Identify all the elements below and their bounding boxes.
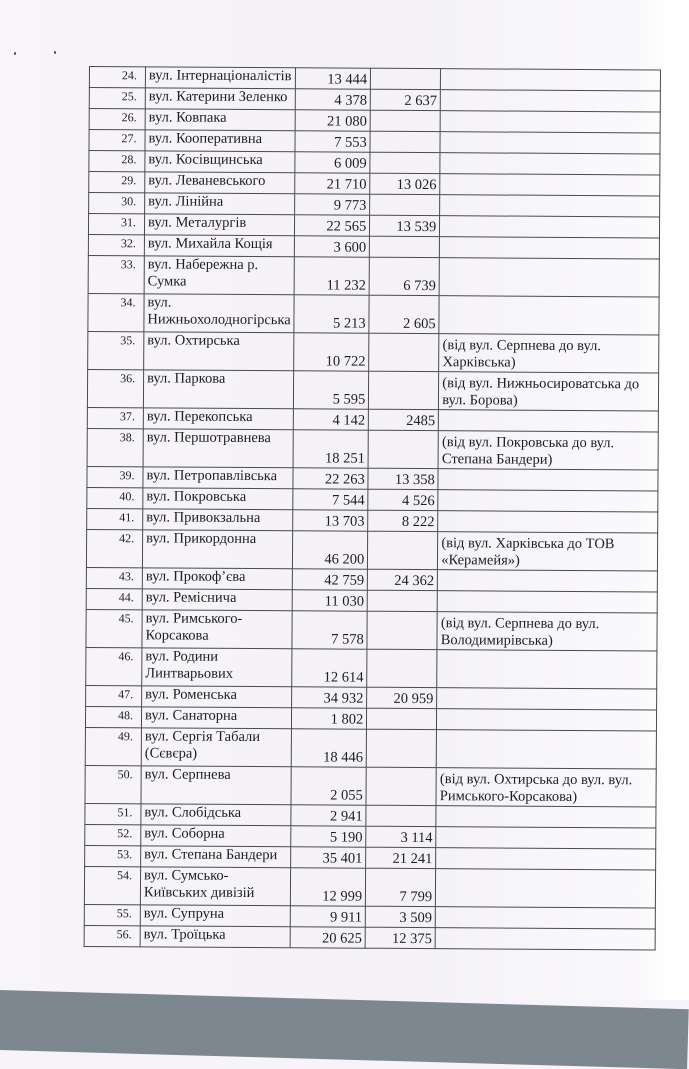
streets-table-body [84,67,661,950]
note: (від вул. Харківська до ТОВ «Керамейя») [438,532,658,571]
scan-speck [54,51,56,54]
note [436,869,656,908]
row-number: 48. [85,706,141,727]
value-2: 3 509 [366,906,436,927]
value-2 [370,131,440,152]
value-1: 46 200 [293,531,368,569]
value-2: 13 358 [368,468,438,489]
table-row [84,866,655,907]
value-1: 5 595 [294,371,369,409]
street-name: вул. Лінійна [145,193,295,215]
row-number: 53. [85,845,141,866]
street-name: вул. Прикордонна [142,530,292,569]
table-row [85,765,656,806]
note [437,591,657,613]
value-1: 7 578 [292,611,367,649]
street-name: вул. Кооперативна [145,130,295,152]
note [437,650,657,689]
value-2 [370,236,440,257]
value-1: 11 030 [292,590,367,611]
value-2 [366,805,436,826]
street-name: вул. Привокзальна [143,509,293,531]
street-name: вул. Ремісничa [142,589,292,611]
table-row [87,428,658,469]
value-2: 2485 [369,409,439,430]
value-1: 21 710 [295,173,370,194]
street-name: вул. Сергія Табали (Сєвєра) [141,728,291,767]
value-1: 42 759 [293,569,368,590]
row-number: 47. [86,685,142,706]
note [440,111,660,133]
value-1: 20 625 [290,927,365,948]
note [438,570,658,592]
table-row [85,727,656,768]
row-number: 54. [84,866,140,904]
scanner-shadow [0,990,689,1069]
note [437,688,657,710]
row-number: 34. [88,293,144,331]
note [440,153,660,175]
value-2 [367,611,437,649]
value-2: 2 637 [371,89,441,110]
row-number: 56. [84,925,140,946]
value-2 [367,590,437,611]
value-2 [368,430,438,468]
row-number: 25. [89,88,145,109]
value-1: 2 941 [291,805,366,826]
value-2: 13 026 [370,173,440,194]
row-number: 50. [85,765,141,803]
value-2 [369,333,439,371]
value-2 [367,649,437,687]
value-2: 20 959 [367,687,437,708]
street-name: вул. Роменська [142,686,292,708]
street-name: вул. Супруна [140,905,290,927]
value-1: 12 614 [292,649,367,687]
value-2: 7 799 [366,868,436,906]
row-number: 52. [85,824,141,845]
row-number: 26. [89,109,145,130]
note [440,174,660,196]
street-name: вул. Петропавлівська [143,467,293,489]
row-number: 28. [89,151,145,172]
value-1: 10 722 [294,333,369,371]
table-row [88,331,659,372]
note [440,195,660,217]
value-1: 6 009 [295,152,370,173]
value-1: 3 600 [295,236,370,257]
row-number: 32. [88,234,144,255]
value-1: 9 911 [291,906,366,927]
row-number: 40. [87,487,143,508]
note [438,490,658,512]
value-2 [367,708,437,729]
value-1: 4 378 [296,89,371,110]
row-number: 45. [86,609,142,647]
street-name: вул. Перекопська [143,408,293,430]
row-number: 44. [86,588,142,609]
street-name: вул. Косівщинська [145,151,295,173]
row-number: 46. [86,647,142,685]
note [441,69,661,91]
street-name: вул. Нижньохолодногірська [144,294,294,333]
note [440,90,660,112]
note: (від вул. Серпнева до вул. Володимирівська) [437,612,657,651]
value-1: 22 263 [293,468,368,489]
value-1: 34 932 [292,687,367,708]
row-number: 33. [88,255,144,293]
note [436,848,656,870]
note: (від вул. Покровська до вул. Степана Бандери) [438,431,658,470]
value-1: 11 232 [294,257,369,295]
row-number: 31. [88,214,144,235]
value-1: 13 703 [293,510,368,531]
note: (від вул. Нижньосироватська до вул. Борова) [439,372,659,411]
table-row [84,925,655,949]
value-2: 21 241 [366,847,436,868]
street-name: вул. Родини Линтварьових [142,648,292,687]
note [439,258,659,297]
row-number: 51. [85,803,141,824]
value-2: 6 739 [369,257,439,295]
value-2: 8 222 [368,510,438,531]
note [437,709,657,731]
value-2 [370,110,440,131]
street-name: вул. Степана Бандери [141,846,291,868]
row-number: 35. [88,331,144,369]
value-2: 13 539 [370,215,440,236]
value-1: 7 544 [293,489,368,510]
value-2: 24 362 [368,569,438,590]
value-1: 22 565 [295,215,370,236]
value-2 [370,152,440,173]
row-number: 24. [89,67,145,88]
value-1: 35 401 [291,847,366,868]
value-2 [366,767,436,805]
row-number: 55. [84,904,140,925]
note [440,237,660,259]
value-2: 3 114 [366,826,436,847]
street-name: вул. Металургів [144,214,294,236]
street-name: вул. Першотравнева [143,429,293,468]
value-2 [368,531,438,569]
row-number: 29. [89,172,145,193]
row-number: 49. [85,727,141,765]
row-number: 37. [87,407,143,428]
value-2 [366,729,436,767]
street-name: вул. Паркова [143,370,293,409]
street-name: вул. Покровська [143,488,293,510]
note [436,806,656,828]
value-1: 13 444 [296,68,371,89]
note [440,132,660,154]
table-row [86,647,657,688]
scan-speck [14,52,16,55]
street-name: вул. Римського-Корсакова [142,610,292,649]
streets-table [84,66,662,950]
street-name: вул. Катерини Зеленко [145,88,295,110]
value-1: 2 055 [291,767,366,805]
row-number: 30. [89,193,145,214]
note [436,827,656,849]
note [440,216,660,238]
table-row [88,255,659,296]
value-1: 18 251 [293,430,368,468]
row-number: 39. [87,466,143,487]
street-name: вул. Леваневського [145,172,295,194]
note [436,907,656,929]
note [438,469,658,491]
note [436,730,656,769]
value-2: 12 375 [365,927,435,948]
row-number: 42. [86,529,142,567]
street-name: вул. Сумсько-Київських дивізій [140,867,290,906]
table-row [87,369,658,410]
value-1: 9 773 [295,194,370,215]
value-2: 2 605 [369,295,439,333]
street-name: вул. Інтернаціоналістів [145,67,295,89]
value-1: 1 802 [292,708,367,729]
street-name: вул. Ковпака [145,109,295,131]
note [435,928,655,950]
row-number: 36. [87,369,143,407]
note: (від вул. Охтирська до вул. вул. Римського-Корсакова) [436,768,656,807]
table-row [86,609,657,650]
value-1: 5 213 [294,295,369,333]
row-number: 43. [86,567,142,588]
street-name: вул. Михайла Кощія [144,235,294,257]
value-2 [370,194,440,215]
table-row [86,529,657,570]
value-2 [369,371,439,409]
value-1: 4 142 [294,409,369,430]
note [439,410,659,432]
value-2: 4 526 [368,489,438,510]
value-1: 7 553 [295,131,370,152]
street-name: вул. Набережна р. Сумка [144,256,294,295]
street-name: вул. Прокоф’єва [142,568,292,590]
row-number: 27. [89,130,145,151]
value-1: 5 190 [291,826,366,847]
note [438,511,658,533]
value-1: 21 080 [295,110,370,131]
table-row [88,293,659,334]
street-name: вул. Троїцька [140,926,290,948]
street-name: вул. Санаторна [141,707,291,729]
note [439,296,659,335]
street-name: вул. Соборна [141,825,291,847]
value-1: 12 999 [291,868,366,906]
street-name: вул. Серпнева [141,766,291,805]
value-2 [371,68,441,89]
row-number: 41. [87,508,143,529]
row-number: 38. [87,428,143,466]
value-1: 18 446 [291,729,366,767]
street-name: вул. Слобідська [141,804,291,826]
note: (від вул. Серпнева до вул. Харківська) [439,334,659,373]
street-name: вул. Охтирська [144,332,294,371]
